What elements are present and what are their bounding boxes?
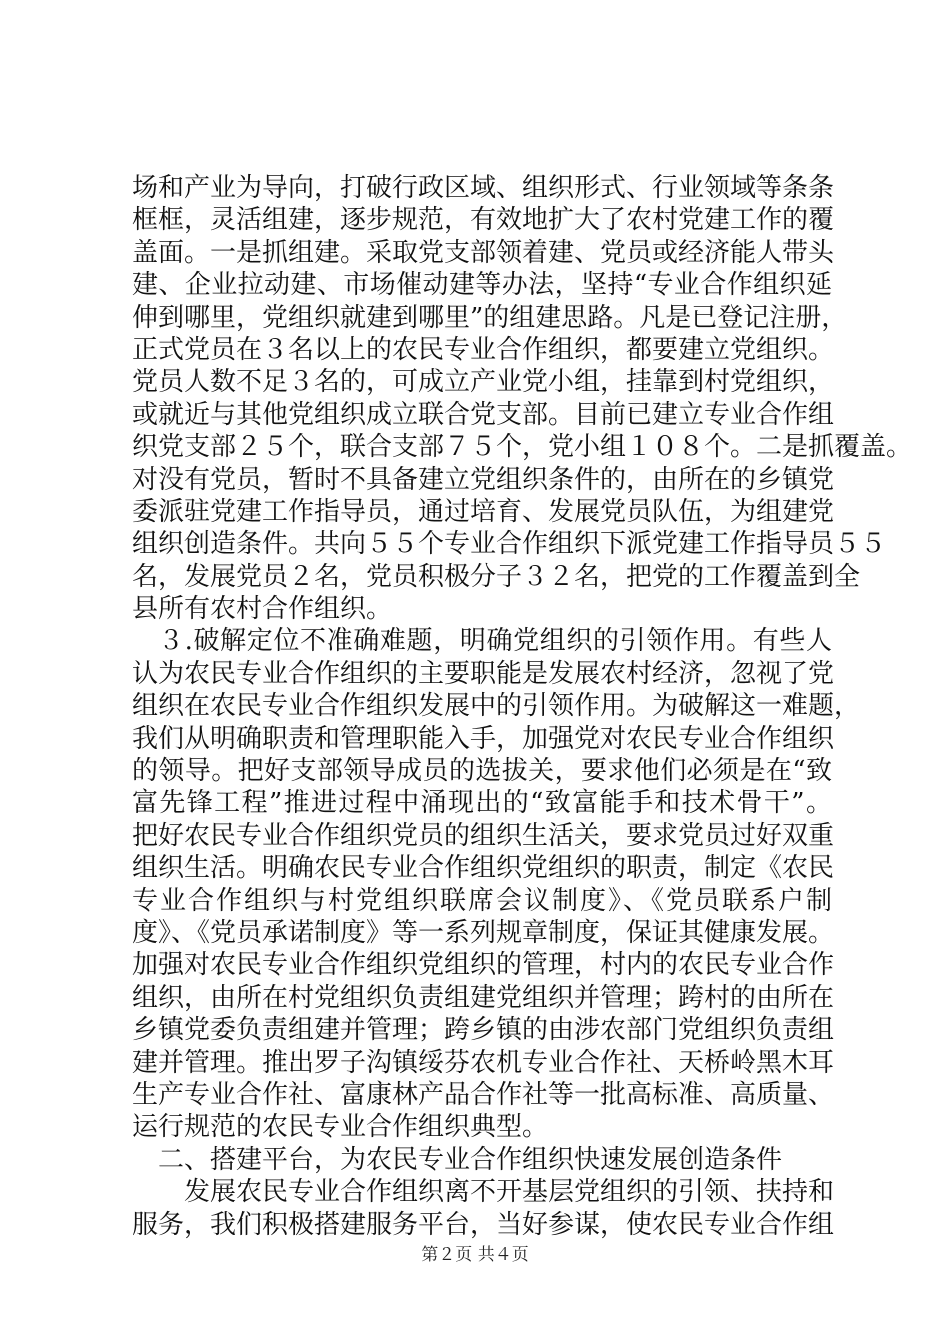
text-line: 正式党员在３名以上的农民专业合作组织，都要建立党组织。 — [132, 334, 835, 365]
page-number-footer: 第２页 共４页 — [421, 1245, 529, 1265]
text-line: 的领导。把好支部领导成员的选拔关，要求他们必须是在“致 — [132, 756, 832, 787]
text-line: 发展农民专业合作组织离不开基层党组织的引领、扶持和 — [184, 1177, 835, 1208]
text-line: 县所有农村合作组织。 — [132, 594, 393, 625]
text-line: 乡镇党委负责组建并管理；跨乡镇的由涉农部门党组织负责组 — [132, 1015, 835, 1046]
text-line: 伸到哪里，党组织就建到哪里”的组建思路。凡是已登记注册， — [132, 302, 848, 333]
text-line: 织党支部２５个，联合支部７５个，党小组１０８个。二是抓覆盖。 — [132, 432, 913, 463]
section-heading: 二、搭建平台，为农民专业合作组织快速发展创造条件 — [158, 1144, 783, 1175]
text-line: 组织生活。明确农民专业合作组织党组织的职责，制定《农民 — [132, 853, 835, 884]
text-line: 框框，灵活组建，逐步规范，有效地扩大了农村党建工作的覆 — [132, 205, 835, 236]
text-line: 认为农民专业合作组织的主要职能是发展农村经济，忽视了党 — [132, 658, 835, 689]
text-line: 或就近与其他党组织成立联合党支部。目前已建立专业合作组 — [132, 399, 835, 430]
text-line: 生产专业合作社、富康林产品合作社等一批高标准、高质量、 — [132, 1079, 835, 1110]
text-line: 盖面。一是抓组建。采取党支部领着建、党员或经济能人带头 — [132, 237, 835, 268]
text-line: 运行规范的农民专业合作组织典型。 — [132, 1112, 549, 1143]
text-line: 加强对农民专业合作组织党组织的管理，村内的农民专业合作 — [132, 950, 835, 981]
text-line: 我们从明确职责和管理职能入手，加强党对农民专业合作组织 — [132, 723, 835, 754]
text-line: 专业合作组织与村党组织联席会议制度》、《党员联系户制 — [132, 885, 832, 916]
text-line: 党员人数不足３名的，可成立产业党小组，挂靠到村党组织， — [132, 367, 835, 398]
text-line: 组织创造条件。共向５５个专业合作组织下派党建工作指导员５５ — [132, 529, 887, 560]
text-line: 组织，由所在村党组织负责组建党组织并管理；跨村的由所在 — [132, 982, 835, 1013]
text-line: 场和产业为导向，打破行政区域、组织形式、行业领域等条条 — [132, 173, 835, 203]
document-body — [132, 172, 913, 1241]
text-line: 组织在农民专业合作组织发展中的引领作用。为破解这一难题， — [132, 691, 861, 722]
text-line: 委派驻党建工作指导员，通过培育、发展党员队伍，为组建党 — [132, 496, 835, 527]
text-line: 名，发展党员２名，党员积极分子３２名，把党的工作覆盖到全 — [132, 561, 861, 592]
text-line: 服务，我们积极搭建服务平台，当好参谋，使农民专业合作组 — [132, 1209, 835, 1240]
text-line: 建、企业拉动建、市场催动建等办法，坚持“专业合作组织延 — [132, 270, 832, 301]
text-line: 度》、《党员承诺制度》等一系列规章制度，保证其健康发展。 — [132, 917, 835, 948]
text-line: 富先锋工程”推进过程中涌现出的“致富能手和技术骨干”。 — [132, 788, 832, 819]
text-line: 对没有党员，暂时不具备建立党组织条件的，由所在的乡镇党 — [132, 464, 835, 495]
text-line: 把好农民专业合作组织党员的组织生活关，要求党员过好双重 — [132, 820, 835, 851]
section-item-3: ３.破解定位不准确难题，明确党组织的引领作用。有些人 — [158, 626, 832, 657]
text-line: 建并管理。推出罗子沟镇绥芬农机专业合作社、天桥岭黑木耳 — [132, 1047, 835, 1078]
